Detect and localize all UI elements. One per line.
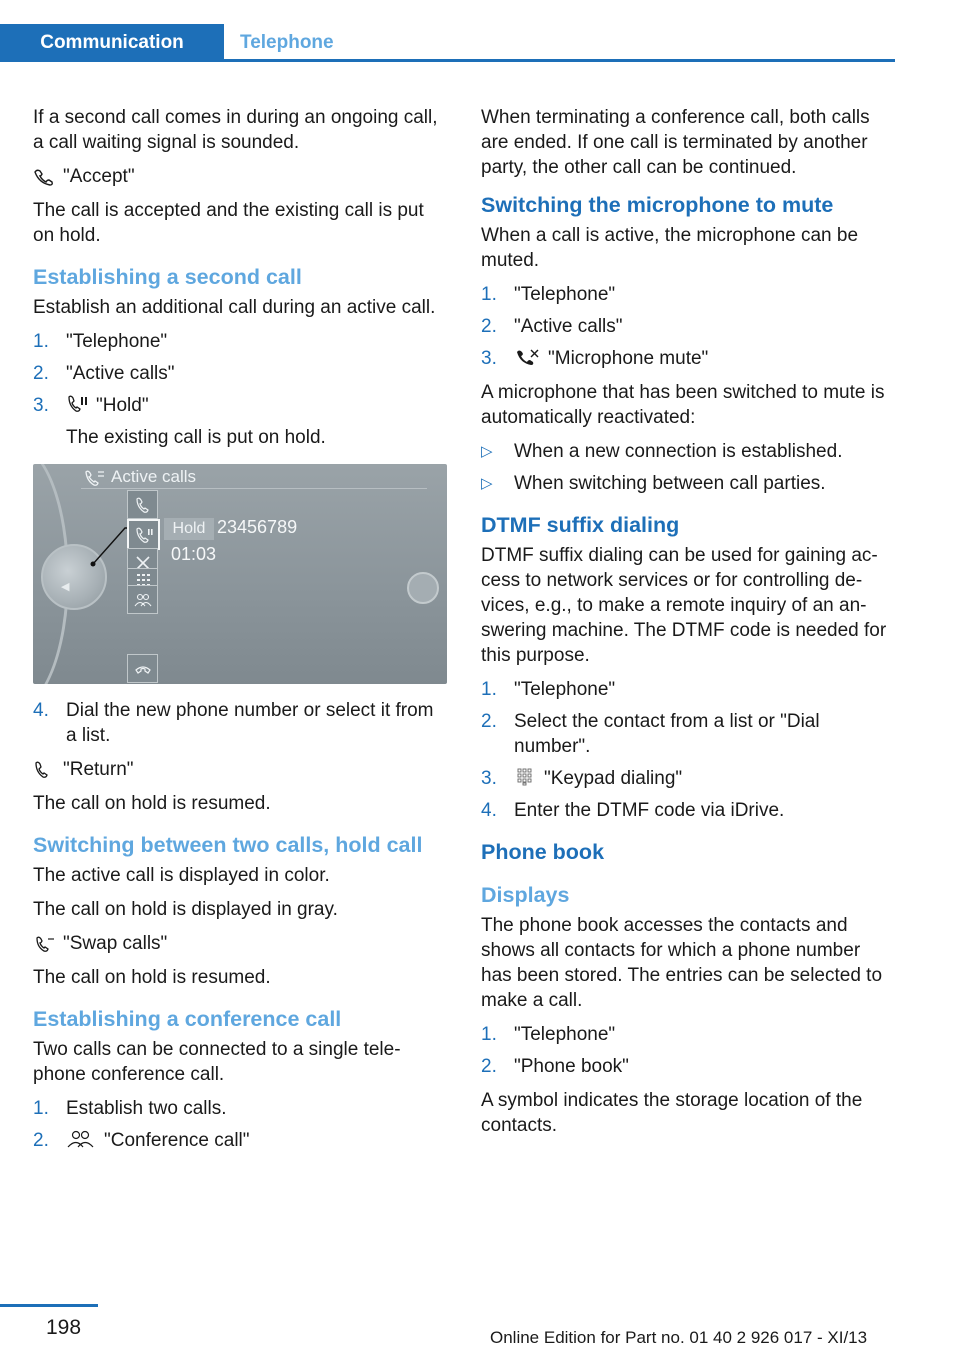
list-item: ▷ When a new connection is established.: [481, 441, 843, 462]
heading-displays: Displays: [481, 883, 570, 907]
screen-title: Active calls: [111, 467, 197, 486]
paragraph: The call on hold is resumed.: [33, 967, 271, 988]
list-item: ▷ When switching between call parties.: [481, 473, 826, 494]
header-rule: [0, 59, 895, 62]
swap-label: "Swap calls": [63, 933, 168, 954]
list-item: 2. "Active calls": [33, 363, 175, 384]
paragraph: Establish an additional call during an active call.: [33, 297, 436, 318]
list-item: 1. Establish two calls.: [33, 1098, 227, 1119]
heading-phone-book: Phone book: [481, 840, 605, 864]
list-item: 1. "Telephone": [33, 331, 168, 352]
edition-note: Online Edition for Part no. 01 40 2 926 017 - XI/13: [490, 1328, 868, 1347]
phone-return-icon: [33, 761, 55, 779]
call-number: 23456789: [217, 517, 298, 537]
list-item: 3. "Hold" The existing call is put on hold.: [33, 395, 326, 448]
accept-line: [33, 164, 445, 189]
steps-second-call-cont: [33, 698, 445, 748]
paragraph: A symbol indicates the storage location of the contacts.: [481, 1090, 863, 1136]
list-item: 4. Dial the new phone number or select it from a list.: [33, 700, 434, 746]
steps-dtmf: [481, 677, 893, 823]
list-item: 2. "Conference call": [33, 1130, 250, 1151]
swap-calls-icon: [33, 935, 55, 953]
steps-conference: [33, 1096, 445, 1153]
paragraph: The call on hold is displayed in gray.: [33, 899, 338, 920]
page-number: 198: [46, 1316, 82, 1339]
paragraph: The call is accepted and the existing call is put on hold.: [33, 200, 424, 246]
bullet-triangle-icon: ▷: [481, 475, 493, 492]
right-column: [481, 105, 893, 1147]
call-duration: 01:03: [171, 544, 217, 564]
paragraph: When a call is active, the microphone can be muted.: [481, 225, 859, 271]
tab-communication: Communication: [0, 24, 224, 62]
pointer-line: [33, 464, 447, 684]
conference-call-icon: [66, 1130, 96, 1148]
list-item: 2. "Active calls": [481, 316, 623, 337]
list-item: 2. Select the contact from a list or "Dial number".: [481, 711, 820, 757]
heading-conference: Establishing a conference call: [33, 1007, 342, 1031]
hold-icon: [66, 395, 88, 413]
paragraph: A microphone that has been switched to mute is automatically reactivated:: [481, 382, 885, 428]
return-line: [33, 757, 445, 782]
heading-mute: Switching the microphone to mute: [481, 193, 834, 217]
left-column: [33, 105, 445, 1162]
paragraph: DTMF suffix dialing can be used for gaining ac‐ cess to network services or for controlling de‐ vices, e.g., to make a remote inquiry of an an‐ swering machine. The DTMF code is needed for this purpose.: [481, 545, 887, 666]
list-item: 4. Enter the DTMF code via iDrive.: [481, 800, 785, 821]
steps-phone-book: [481, 1022, 893, 1079]
list-item: 3. "Keypad dialing": [481, 768, 683, 789]
heading-switching-calls: Switching between two calls, hold call: [33, 833, 423, 857]
active-calls-screenshot: [33, 464, 447, 684]
paragraph: The active call is displayed in color.: [33, 865, 330, 886]
bullet-triangle-icon: ▷: [481, 443, 493, 460]
steps-mute: [481, 282, 893, 371]
keypad-icon: [514, 768, 536, 786]
paragraph: The call on hold is resumed.: [33, 793, 271, 814]
paragraph: When terminating a conference call, both calls are ended. If one call is terminated by another party, the other call can be continued.: [481, 107, 870, 178]
list-item: 1. "Telephone": [481, 284, 616, 305]
list-item: 1. "Telephone": [481, 679, 616, 700]
steps-second-call: [33, 329, 445, 450]
paragraph: If a second call comes in during an ongoing call, a call waiting signal is sounded.: [33, 107, 438, 153]
list-item: 1. "Telephone": [481, 1024, 616, 1045]
heading-dtmf: DTMF suffix dialing: [481, 513, 680, 537]
reactivation-bullets: [481, 439, 893, 496]
tab-telephone: Telephone: [240, 32, 334, 53]
return-label: "Return": [63, 759, 134, 780]
phone-accept-icon: [33, 168, 55, 186]
paragraph: Two calls can be connected to a single tele‐ phone conference call.: [33, 1039, 401, 1085]
footer-rule: [0, 1304, 98, 1307]
accept-label: "Accept": [63, 166, 135, 187]
swap-line: [33, 931, 445, 956]
heading-second-call: Establishing a second call: [33, 265, 302, 289]
microphone-mute-icon: [514, 348, 540, 366]
paragraph: The phone book accesses the contacts and shows all contacts for which a phone number has been stored. The entries can be selected to make a call.: [481, 915, 883, 1011]
list-item: 3. "Microphone mute": [481, 348, 709, 369]
page-header: [0, 24, 895, 62]
knob-arrow-icon: ◀: [61, 581, 70, 593]
list-item: 2. "Phone book": [481, 1056, 629, 1077]
hold-label: Hold: [164, 518, 214, 540]
